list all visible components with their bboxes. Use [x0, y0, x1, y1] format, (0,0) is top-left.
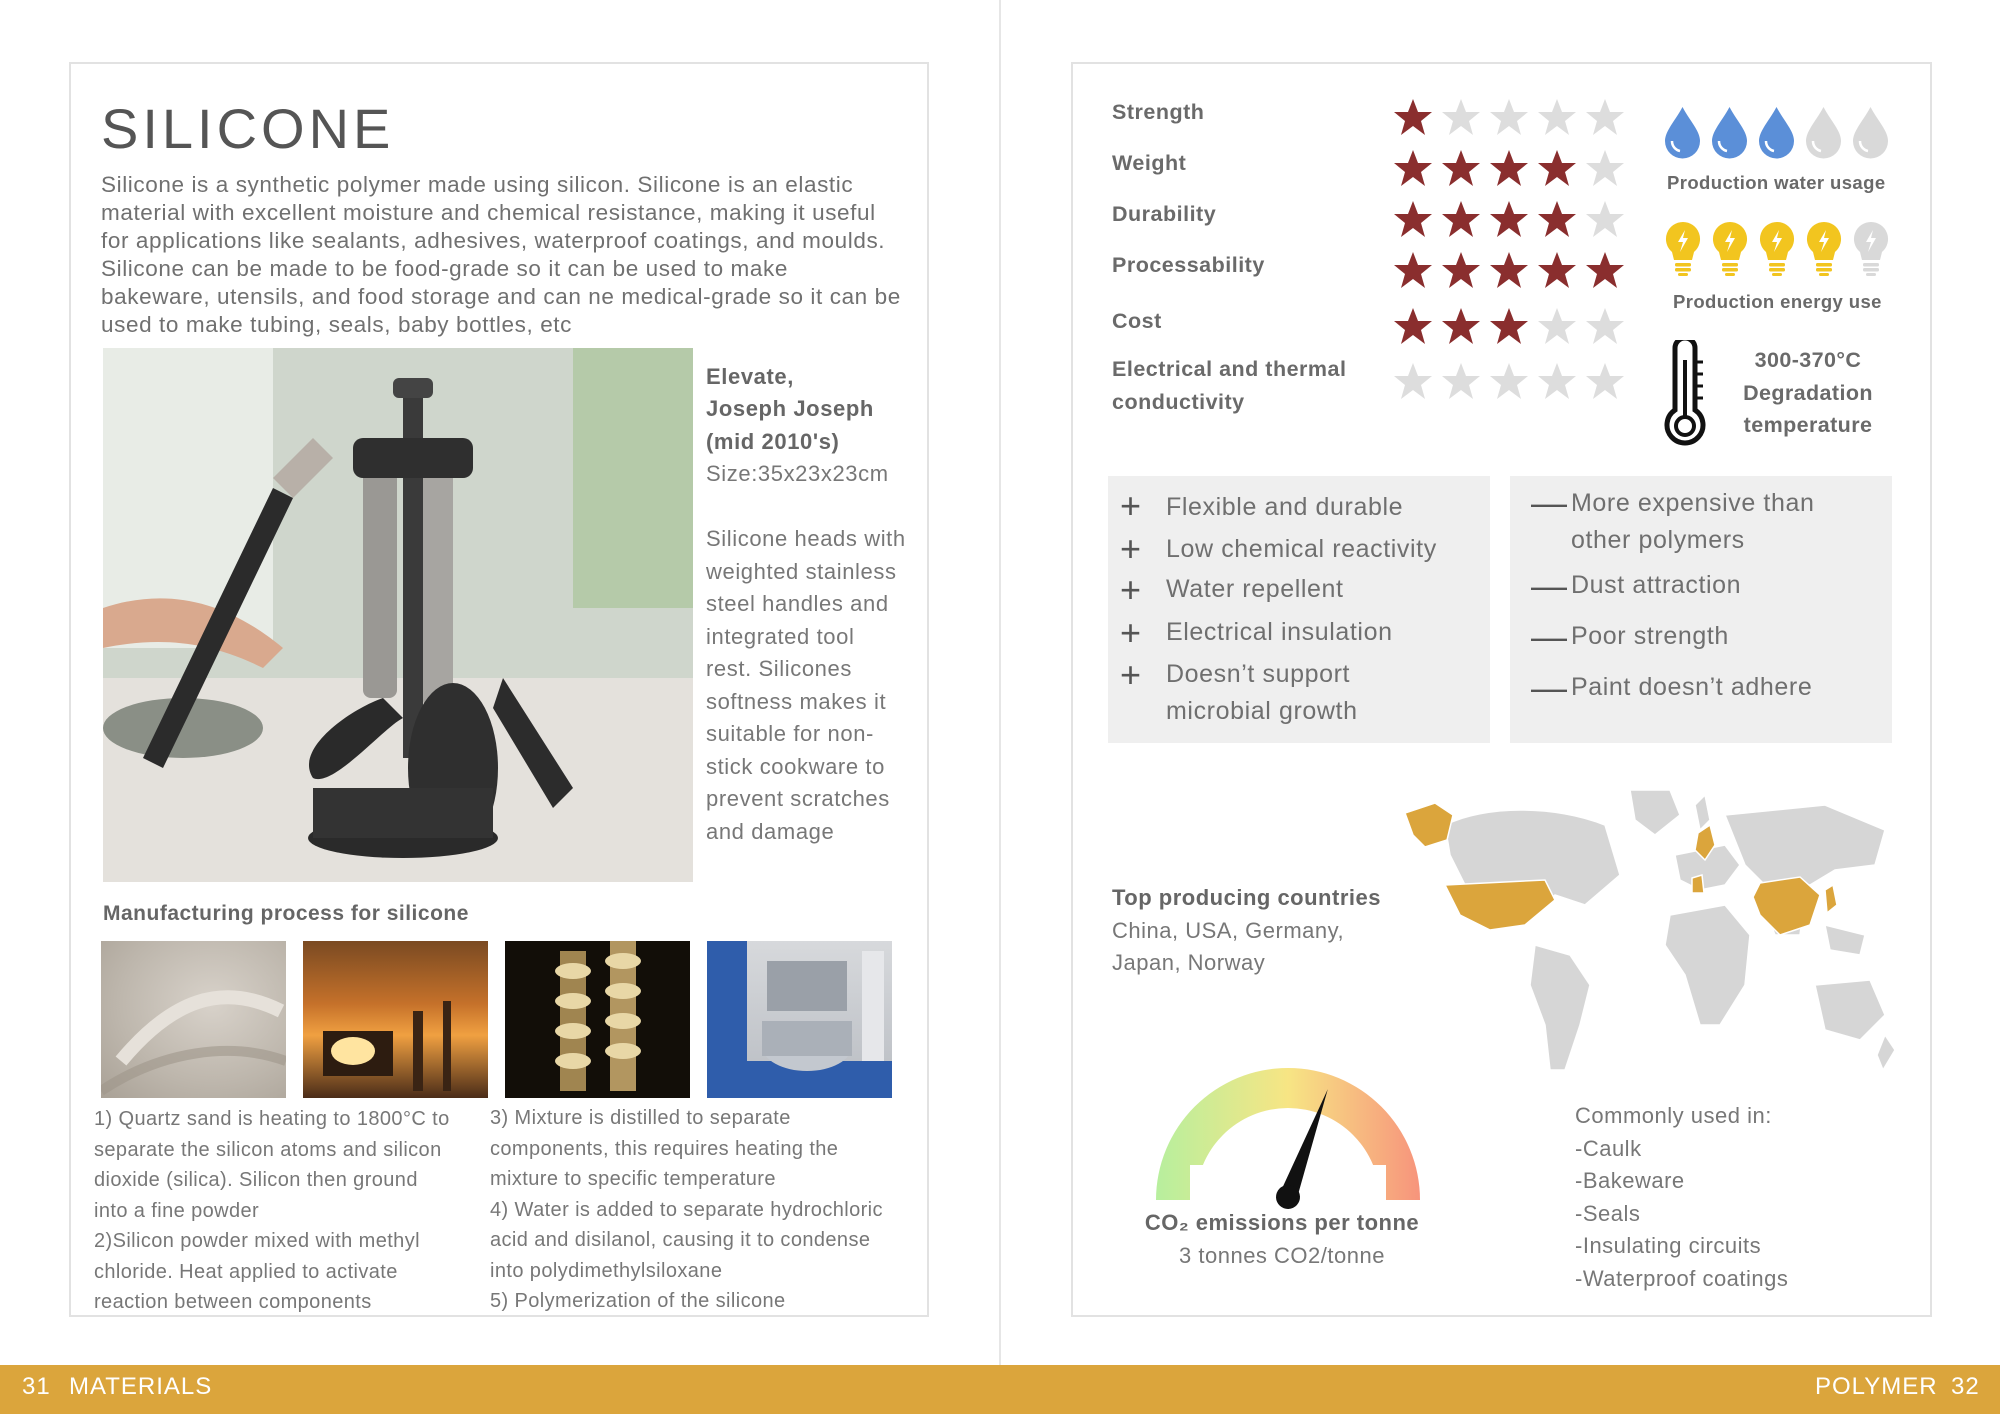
energy-use-icons — [1663, 220, 1891, 276]
step-line: into a fine powder — [94, 1199, 260, 1222]
china-region — [1753, 877, 1820, 935]
star-filled-icon — [1488, 198, 1530, 240]
quartz-sand-photo — [101, 941, 286, 1098]
star-rating — [1392, 96, 1626, 138]
right-page-number: 32 — [1951, 1373, 1980, 1400]
manufacturing-steps-right — [490, 1103, 883, 1317]
rating-label-conductivity — [1112, 353, 1346, 419]
minus-icon: — — [1531, 482, 1567, 523]
plus-icon: + — [1120, 485, 1142, 526]
star-filled-icon — [1440, 249, 1482, 291]
star-rating — [1392, 147, 1626, 189]
star-filled-icon — [1440, 147, 1482, 189]
page-title: SILICONE — [101, 97, 395, 160]
water-drop-icon — [1756, 105, 1797, 159]
manufacturing-heading: Manufacturing process for silicone — [103, 902, 469, 925]
plus-icon: + — [1120, 528, 1142, 569]
water-drop-icon — [1803, 105, 1844, 159]
japan-region — [1825, 885, 1837, 913]
star-empty-icon — [1536, 305, 1578, 347]
top-producers-line: Japan, Norway — [1112, 950, 1266, 975]
world-map — [1405, 785, 1905, 1075]
germany-region — [1692, 875, 1704, 893]
light-bulb-icon — [1663, 220, 1703, 276]
thermometer-icon — [1659, 340, 1711, 450]
con-item — [1571, 485, 1814, 559]
intro-paragraph: Silicone is a synthetic polymer made using silicon. Silicone is an elastic material with excellent moisture and chemical resistance, making it useful for applications like sealants, adhesives, waterproof coatings, and moulds. Silicone can be made to be food-grade so it can be used to make bakeware, utensils, and food storage and can ne medical-grade so it can be used to make tubing, seals, baby bottles, etc — [101, 172, 901, 337]
star-filled-icon — [1488, 249, 1530, 291]
common-uses-heading: Commonly used in: — [1575, 1103, 1772, 1128]
product-name-line1: Elevate, — [706, 364, 794, 389]
star-empty-icon — [1488, 360, 1530, 402]
co2-value: 3 tonnes CO2/tonne — [1179, 1242, 1385, 1268]
common-use-item: -Caulk — [1575, 1135, 1642, 1161]
light-bulb-icon — [1851, 220, 1891, 276]
plus-icon: + — [1120, 569, 1142, 610]
energy-use-caption: Production energy use — [1673, 291, 1882, 312]
water-usage-caption: Production water usage — [1667, 172, 1886, 193]
con-item: Paint doesn’t adhere — [1571, 673, 1813, 701]
pro-item: Water repellent — [1166, 575, 1344, 603]
step-line: chloride. Heat applied to activate — [94, 1260, 398, 1283]
con-item: Dust attraction — [1571, 571, 1742, 599]
con-item-line: More expensive than — [1571, 489, 1815, 517]
pro-item — [1166, 656, 1358, 730]
footer-bar — [0, 1365, 2000, 1414]
light-bulb-icon — [1710, 220, 1750, 276]
product-description-line: suitable for non- — [706, 721, 874, 746]
star-rating — [1392, 360, 1626, 402]
product-name-line2: Joseph Joseph — [706, 396, 874, 421]
star-empty-icon — [1536, 96, 1578, 138]
product-name-line3: (mid 2010's) — [706, 429, 840, 454]
star-filled-icon — [1488, 147, 1530, 189]
product-description — [706, 523, 906, 848]
star-filled-icon — [1536, 198, 1578, 240]
star-rating — [1392, 249, 1626, 291]
water-drop-icon — [1709, 105, 1750, 159]
step-line: acid and disilanol, causing it to condense — [490, 1229, 871, 1251]
product-description-line: rest. Silicones — [706, 656, 852, 681]
pro-item: Electrical insulation — [1166, 618, 1393, 646]
step-line: 3) Mixture is distilled to separate — [490, 1107, 791, 1129]
rating-label-strength: Strength — [1112, 100, 1205, 124]
minus-icon: — — [1531, 667, 1567, 708]
degradation-line: temperature — [1743, 413, 1873, 437]
product-description-line: Silicone heads with — [706, 526, 906, 551]
rating-label-weight: Weight — [1112, 151, 1187, 175]
step-line: separate the silicon atoms and silicon — [94, 1138, 442, 1161]
product-description-line: steel handles and — [706, 591, 889, 616]
degradation-line: Degradation — [1743, 380, 1873, 405]
step-line: 5) Polymerization of the silicone — [490, 1290, 786, 1312]
pro-item-line: Doesn’t support — [1166, 660, 1351, 688]
common-use-item: -Insulating circuits — [1575, 1233, 1762, 1258]
step-line: 1) Quartz sand is heating to 1800°C to — [94, 1108, 450, 1130]
co2-gauge — [1150, 1065, 1430, 1215]
utensil-stand-illustration — [103, 348, 693, 882]
rating-label-durability: Durability — [1112, 202, 1217, 226]
rating-label-line: Electrical and thermal — [1112, 357, 1347, 381]
star-empty-icon — [1584, 147, 1626, 189]
degradation-line: 300-370°C — [1754, 348, 1862, 372]
degradation-temperature — [1728, 344, 1888, 442]
con-item: Poor strength — [1571, 622, 1729, 650]
star-empty-icon — [1488, 96, 1530, 138]
star-rating — [1392, 198, 1626, 240]
water-drop-icon — [1662, 105, 1703, 159]
plus-icon: + — [1120, 654, 1142, 695]
star-empty-icon — [1584, 96, 1626, 138]
product-description-line: softness makes it — [706, 688, 887, 714]
star-empty-icon — [1584, 305, 1626, 347]
step-line: mixture to specific temperature — [490, 1168, 776, 1190]
step-line: into polydimethylsiloxane — [490, 1259, 723, 1282]
rating-label-processability: Processability — [1112, 253, 1265, 277]
star-empty-icon — [1392, 360, 1434, 402]
rating-label-line: conductivity — [1112, 390, 1245, 414]
product-description-line: prevent scratches — [706, 786, 890, 811]
co2-block — [1142, 1207, 1422, 1272]
manufacturing-steps-left — [94, 1104, 450, 1318]
pro-item-line: microbial growth — [1166, 697, 1358, 725]
star-filled-icon — [1392, 147, 1434, 189]
common-use-item: -Bakeware — [1575, 1168, 1685, 1193]
product-size: Size:35x23x23cm — [706, 461, 889, 486]
common-use-item: -Seals — [1575, 1200, 1641, 1226]
product-description-line: integrated tool — [706, 623, 855, 649]
common-use-item: -Waterproof coatings — [1575, 1265, 1789, 1291]
star-filled-icon — [1392, 198, 1434, 240]
star-filled-icon — [1584, 249, 1626, 291]
water-usage-icons — [1662, 105, 1891, 159]
rating-label-cost: Cost — [1112, 309, 1162, 333]
star-empty-icon — [1440, 360, 1482, 402]
star-filled-icon — [1440, 305, 1482, 347]
co2-label: CO₂ emissions per tonne — [1144, 1210, 1420, 1235]
star-empty-icon — [1584, 198, 1626, 240]
star-empty-icon — [1536, 360, 1578, 402]
star-filled-icon — [1392, 249, 1434, 291]
star-empty-icon — [1440, 96, 1482, 138]
step-line: components, this requires heating the — [490, 1137, 839, 1160]
usa-region — [1445, 880, 1555, 930]
common-uses — [1575, 1100, 1788, 1295]
pro-item: Flexible and durable — [1166, 493, 1404, 521]
water-drop-icon — [1850, 105, 1891, 159]
step-line: reaction between components — [94, 1291, 372, 1313]
left-section-title: MATERIALS — [69, 1373, 213, 1400]
con-item-line: other polymers — [1571, 526, 1745, 554]
minus-icon: — — [1531, 565, 1567, 606]
top-producers — [1112, 882, 1381, 980]
plus-icon: + — [1120, 612, 1142, 653]
light-bulb-icon — [1757, 220, 1797, 276]
star-filled-icon — [1536, 147, 1578, 189]
product-photo — [103, 348, 693, 882]
step-line: dioxide (silica). Silicon then ground — [94, 1169, 418, 1191]
product-description-line: weighted stainless — [706, 558, 897, 584]
star-filled-icon — [1392, 305, 1434, 347]
minus-icon: — — [1531, 616, 1567, 657]
right-section-title: POLYMER — [1815, 1373, 1938, 1400]
star-filled-icon — [1440, 198, 1482, 240]
pro-item: Low chemical reactivity — [1166, 535, 1437, 563]
star-filled-icon — [1488, 305, 1530, 347]
star-filled-icon — [1536, 249, 1578, 291]
furnace-photo — [303, 941, 488, 1098]
mixing-machine-photo — [707, 941, 892, 1098]
page-spine — [999, 0, 1001, 1414]
alaska-region — [1405, 803, 1453, 847]
star-rating — [1392, 305, 1626, 347]
step-line: 2)Silicon powder mixed with methyl — [94, 1230, 420, 1252]
step-line: 4) Water is added to separate hydrochloric — [490, 1198, 883, 1221]
top-producers-line: China, USA, Germany, — [1112, 917, 1345, 943]
left-page-number: 31 — [22, 1373, 51, 1400]
star-filled-icon — [1392, 96, 1434, 138]
light-bulb-icon — [1804, 220, 1844, 276]
star-empty-icon — [1584, 360, 1626, 402]
top-producers-heading: Top producing countries — [1112, 885, 1381, 910]
product-description-line: and damage — [706, 818, 835, 844]
product-description-line: stick cookware to — [706, 753, 885, 779]
distillation-columns-photo — [505, 941, 690, 1098]
